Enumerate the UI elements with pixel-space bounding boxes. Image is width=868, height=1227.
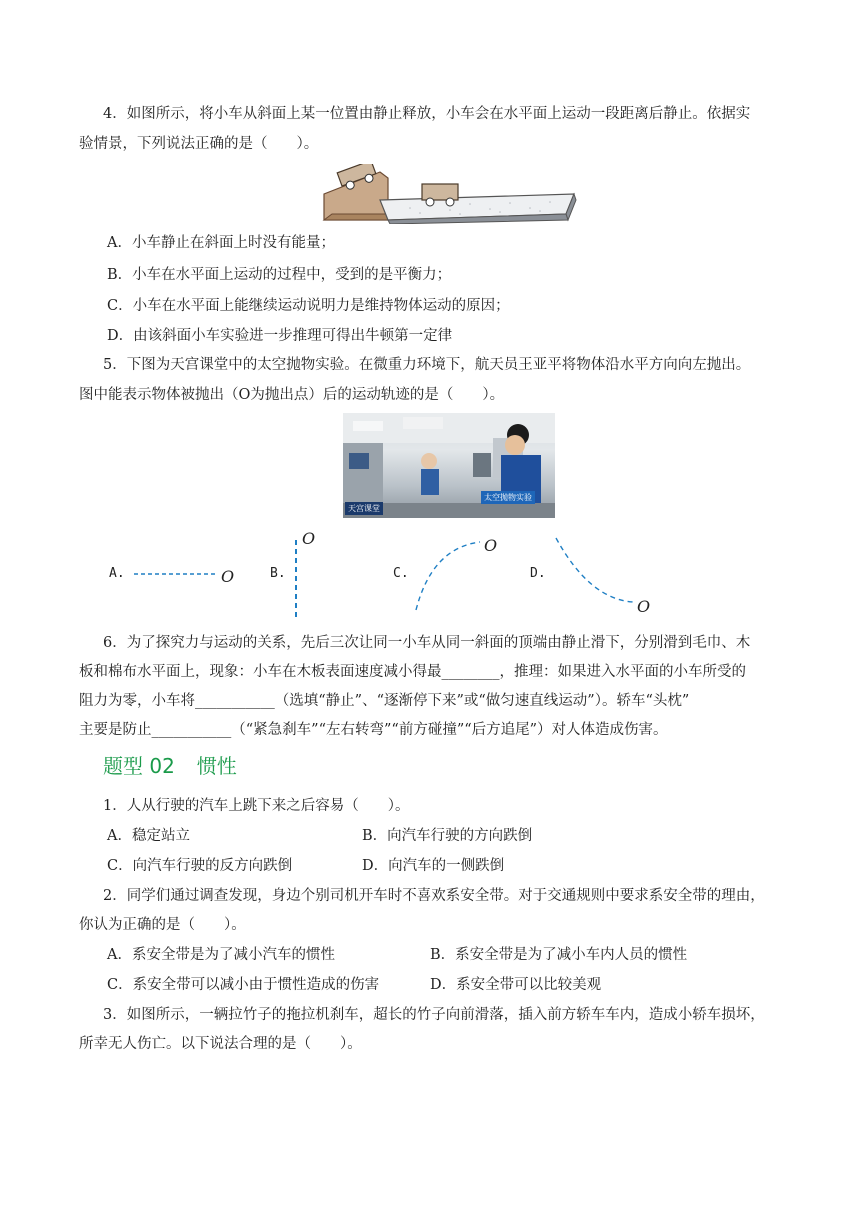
q4-option-c: C．小车在水平面上能继续运动说明力是维持物体运动的原因； [107, 298, 510, 314]
origin-label-c: O [484, 536, 498, 555]
q4-stem-line1: 4．如图所示，将小车从斜面上某一位置由静止释放，小车会在水平面上运动一段距离后静止。依据实 [103, 106, 751, 122]
s2-option-a: A．系安全带是为了减小汽车的惯性 [107, 947, 335, 963]
section-title: 惯性 [196, 754, 237, 778]
incline-cart-figure [320, 164, 580, 224]
choice-b-label: B. [270, 566, 286, 581]
s2-line1: 2．同学们通过调查发现，身边个别司机开车时不喜欢系安全带。对于交通规则中要求系安全带的理由， [103, 888, 765, 904]
s3-line1: 3．如图所示，一辆拉竹子的拖拉机刹车，超长的竹子向前滑落，插入前方轿车车内，造成小轿车损坏， [103, 1007, 765, 1023]
s2-option-d: D．系安全带可以比较美观 [430, 977, 602, 993]
origin-label-a: O [221, 567, 235, 586]
s2-option-b: B．系安全带是为了减小车内人员的惯性 [430, 947, 688, 963]
trajectory-d-curve [556, 538, 634, 602]
q6-line2: 板和棉布水平面上，现象：小车在木板表面速度减小得最________，推理：如果进入水平面的小车所受的 [79, 664, 746, 680]
s1-option-d: D．向汽车的一侧跌倒 [362, 858, 505, 874]
origin-label-d: O [637, 597, 651, 616]
space-station-photo [343, 413, 555, 518]
trajectory-figure [120, 530, 660, 625]
section-number: 题型 02 [103, 754, 175, 778]
q6-line4: 主要是防止___________（“紧急刹车”“左右转弯”“前方碰撞”“后方追尾”）对人体造成伤害。 [79, 722, 668, 738]
origin-label-b: O [302, 529, 316, 548]
s1-option-b: B．向汽车行驶的方向跌倒 [362, 828, 533, 844]
q4-option-b: B．小车在水平面上运动的过程中，受到的是平衡力； [107, 267, 452, 283]
s1-stem: 1．人从行驶的汽车上跳下来之后容易（ ）。 [103, 798, 410, 814]
choice-d-label: D. [530, 566, 546, 581]
trajectory-c-curve [416, 542, 480, 610]
q6-line3: 阻力为零，小车将___________（选填“静止”、“逐渐停下来”或“做匀速直线运动”）。轿车“头枕” [79, 693, 690, 709]
photo-caption-right: 太空抛物实验 [481, 491, 535, 504]
q4-option-a: A．小车静止在斜面上时没有能量； [107, 235, 335, 251]
q5-stem-line1: 5．下图为天宫课堂中的太空抛物实验。在微重力环境下，航天员王亚平将物体沿水平方向向左抛出。 [103, 357, 751, 373]
q6-line1: 6．为了探究力与运动的关系，先后三次让同一小车从同一斜面的顶端由静止滑下，分别滑到毛巾、木 [103, 635, 751, 651]
choice-a-label: A. [109, 566, 125, 581]
photo-caption-left: 天宫课堂 [345, 502, 383, 515]
s2-option-c: C．系安全带可以减小由于惯性造成的伤害 [107, 977, 380, 993]
s1-option-c: C．向汽车行驶的反方向跌倒 [107, 858, 293, 874]
section-heading [103, 752, 237, 780]
s1-option-a: A．稳定站立 [107, 828, 190, 844]
choice-c-label: C. [393, 566, 409, 581]
s2-line2: 你认为正确的是（ ）。 [79, 917, 246, 933]
q4-stem-line2: 验情景，下列说法正确的是（ ）。 [79, 136, 319, 152]
q5-stem-line2: 图中能表示物体被抛出（O为抛出点）后的运动轨迹的是（ ）。 [79, 387, 505, 403]
s3-line2: 所幸无人伤亡。以下说法合理的是（ ）。 [79, 1036, 362, 1052]
q4-option-d: D．由该斜面小车实验进一步推理可得出牛顿第一定律 [107, 328, 453, 344]
